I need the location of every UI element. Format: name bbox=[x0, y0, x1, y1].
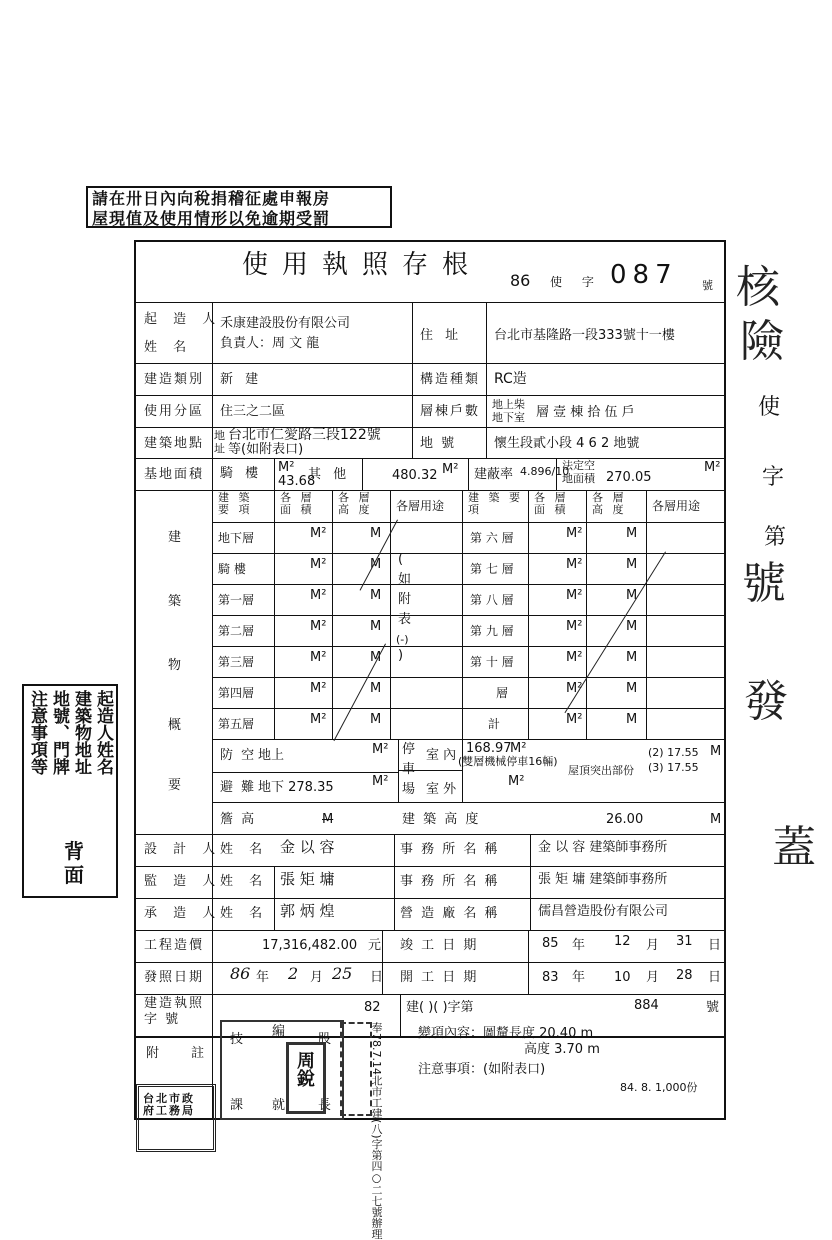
floor-left-height-unit: M bbox=[370, 650, 382, 665]
col-area-left: 各 層 面 積 bbox=[280, 491, 315, 516]
height-unit: M bbox=[710, 812, 722, 827]
site-label: 建築地點 bbox=[144, 436, 205, 451]
floor-right-area-unit: M² bbox=[566, 619, 583, 634]
applicant-address: 台北市基隆路一段333號十一樓 bbox=[494, 328, 675, 343]
designer-office-label: 事 務 所 名 稱 bbox=[400, 842, 500, 857]
floor-right-area-unit: M² bbox=[566, 526, 583, 541]
floor-left-area-unit: M² bbox=[310, 619, 327, 634]
start-month-label: 月 bbox=[646, 970, 660, 985]
roof-unit: M bbox=[710, 744, 722, 759]
issue-label: 發照日期 bbox=[144, 970, 205, 985]
supervisor-name-label: 姓 名 bbox=[220, 874, 269, 889]
approval-col-2: 編 bbox=[272, 1024, 286, 1039]
change-line-2: 高度 3.70 m bbox=[524, 1042, 600, 1057]
applicant-person: 負責人：周 文 龍 bbox=[220, 336, 320, 351]
construction-type-value: 新 建 bbox=[220, 372, 263, 387]
lot-label: 地 號 bbox=[420, 436, 457, 451]
floor-left-label: 地下層 bbox=[218, 531, 255, 545]
completion-month-label: 月 bbox=[646, 938, 660, 953]
floor-right-label: 第 九 層 bbox=[470, 624, 514, 638]
completion-month: 12 bbox=[614, 934, 631, 949]
floor-left-height-unit: M bbox=[370, 588, 382, 603]
roof-value-2: (3) 17.55 bbox=[648, 761, 699, 774]
bureau-seal bbox=[136, 1084, 216, 1152]
start-label: 開 工 日 期 bbox=[400, 970, 479, 985]
supervisor-office-label: 事 務 所 名 稱 bbox=[400, 874, 500, 889]
right-margin-3: 使 bbox=[758, 395, 781, 420]
construction-type-label: 建造類別 bbox=[144, 372, 205, 387]
legal-space-value: 270.05 bbox=[606, 470, 652, 485]
side-note-back-1: 背 bbox=[64, 839, 84, 863]
floor-left-height-unit: M bbox=[370, 557, 382, 572]
use-note-3: 附 bbox=[398, 592, 412, 607]
building-side-3: 物 bbox=[168, 658, 182, 673]
col-height-right: 各 層 高 度 bbox=[592, 491, 627, 516]
floor-right-label: 第 十 層 bbox=[470, 655, 514, 669]
notice-line-2: 屋現值及使用情形以免逾期受罰 bbox=[92, 209, 331, 228]
indoor-value: 168.97 bbox=[466, 741, 512, 756]
floor-right-area-unit: M² bbox=[566, 650, 583, 665]
legal-space-unit: M² bbox=[704, 460, 721, 475]
designer-label: 設 計 人 bbox=[144, 842, 222, 857]
floors-rest: 層 壹 棟 拾 伍 戶 bbox=[536, 405, 635, 420]
other-value: 480.32 bbox=[392, 468, 438, 483]
completion-day: 31 bbox=[676, 934, 693, 949]
floor-left-label: 第四層 bbox=[218, 686, 255, 700]
arcade-label: 騎 樓 bbox=[220, 466, 263, 481]
roof-value-1: (2) 17.55 bbox=[648, 746, 699, 759]
issue-year-label: 年 bbox=[256, 970, 270, 985]
floor-left-label: 第五層 bbox=[218, 717, 255, 731]
remarks-label: 附 註 bbox=[146, 1046, 219, 1061]
start-day-label: 日 bbox=[708, 970, 722, 985]
right-margin-8: 蓋 bbox=[772, 822, 816, 873]
approval-col-6: 長 bbox=[318, 1098, 332, 1113]
parking-label-3: 場 bbox=[402, 782, 416, 797]
site-address-2: 等(如附表口) bbox=[228, 442, 304, 457]
contractor-name: 郭 炳 煌 bbox=[280, 902, 335, 920]
outdoor-label: 室 外 bbox=[426, 782, 457, 797]
indoor-note: (雙層機械停車16輛) bbox=[458, 755, 558, 768]
side-note-col-1: 起造人姓名 bbox=[93, 690, 113, 775]
use-note-2: 如 bbox=[398, 572, 412, 587]
start-year: 83 bbox=[542, 970, 559, 985]
applicant-company: 禾康建設股份有限公司 bbox=[220, 316, 351, 331]
permit-number-value: 884 bbox=[634, 998, 659, 1013]
floor-left-label: 第一層 bbox=[218, 593, 255, 607]
evac-value: 地下 278.35 bbox=[258, 780, 334, 795]
coverage-value: 4.896/10 bbox=[520, 465, 570, 478]
side-note-col-4: 注意事項等 bbox=[27, 690, 47, 775]
floor-right-height-unit: M bbox=[626, 588, 638, 603]
floor-right-area-unit: M² bbox=[566, 712, 583, 727]
designer-name-label: 姓 名 bbox=[220, 842, 269, 857]
floor-left-area-unit: M² bbox=[310, 557, 327, 572]
footer-print: 84. 8. 1,000份 bbox=[620, 1081, 698, 1094]
issue-month: 2 bbox=[288, 964, 299, 983]
floor-left-area-unit: M² bbox=[310, 681, 327, 696]
outdoor-unit: M² bbox=[508, 774, 525, 789]
start-year-label: 年 bbox=[572, 970, 586, 985]
permit-word-value: 建( )( )字第 bbox=[406, 1000, 474, 1015]
cost-value: 17,316,482.00 bbox=[262, 938, 358, 953]
evac-label: 避 難 bbox=[220, 780, 257, 795]
roof-label: 屋頂突出部份 bbox=[568, 764, 634, 777]
floor-left-area-unit: M² bbox=[310, 712, 327, 727]
contractor-firm: 儒昌營造股份有限公司 bbox=[538, 904, 669, 919]
floor-left-height-unit: M bbox=[370, 681, 382, 696]
building-side-1: 建 bbox=[168, 530, 182, 545]
col-use-right: 各層用途 bbox=[652, 499, 701, 513]
col-item-right: 建 築 要 項 bbox=[468, 491, 523, 516]
col-height-left: 各 層 高 度 bbox=[338, 491, 373, 516]
structure-value: RC造 bbox=[494, 371, 527, 387]
arcade-unit: M² bbox=[278, 460, 295, 475]
form-title: 使用執照存根 bbox=[242, 250, 483, 280]
use-note-4: 表 bbox=[398, 612, 412, 627]
building-side-2: 築 bbox=[168, 594, 182, 609]
use-note-5: (-) bbox=[396, 633, 409, 646]
supervisor-office: 張 矩 墉 建築師事務所 bbox=[538, 872, 668, 887]
floor-left-label: 第二層 bbox=[218, 624, 255, 638]
permit-suffix: 號 bbox=[706, 1000, 720, 1015]
shelter-label: 防 空 bbox=[220, 748, 257, 763]
usage-permit-form bbox=[134, 240, 726, 1038]
supervisor-label: 監 造 人 bbox=[144, 874, 222, 889]
right-margin-6: 號 bbox=[742, 558, 786, 609]
indoor-label: 室 內 bbox=[426, 748, 457, 763]
floor-right-label: 計 bbox=[488, 717, 501, 731]
remarks-notes: 注意事項：(如附表口) bbox=[418, 1062, 546, 1077]
contractor-label: 承 造 人 bbox=[144, 906, 222, 921]
lot-value: 懷生段貳小段 4 6 2 地號 bbox=[494, 436, 640, 451]
height-label: 建 築 高 度 bbox=[402, 812, 481, 827]
permit-word: 使 字 bbox=[550, 275, 602, 289]
site-sub-1: 地 bbox=[214, 429, 225, 442]
permit-number-suffix: 號 bbox=[702, 279, 713, 292]
approval-col-3: 股 bbox=[318, 1032, 332, 1047]
floor-right-label: 第 七 層 bbox=[470, 562, 514, 576]
completion-year: 85 bbox=[542, 936, 559, 951]
start-month: 10 bbox=[614, 970, 631, 985]
approval-col-1: 技 bbox=[230, 1032, 244, 1047]
floors-above: 地上柴 bbox=[492, 398, 525, 411]
use-note-1: ( bbox=[398, 552, 404, 567]
floors-label: 層棟戶數 bbox=[420, 404, 481, 419]
change-line-1: 變項內容：圖釐長度 20.40 m bbox=[418, 1026, 594, 1041]
parking-label-1: 停 bbox=[402, 742, 416, 757]
floor-left-area-unit: M² bbox=[310, 650, 327, 665]
eave-label: 簷 高 bbox=[220, 812, 257, 827]
notice-stamp bbox=[86, 186, 392, 228]
indoor-unit: M² bbox=[510, 741, 527, 756]
issue-month-label: 月 bbox=[310, 970, 324, 985]
floor-left-area-unit: M² bbox=[310, 588, 327, 603]
height-value: 26.00 bbox=[606, 812, 644, 827]
floor-right-height-unit: M bbox=[626, 557, 638, 572]
applicant-label: 起 造 人 bbox=[144, 312, 222, 327]
floor-right-label: 第 六 層 bbox=[470, 531, 514, 545]
side-note-col-3: 地號、門牌 bbox=[49, 690, 69, 775]
floors-below: 地下室 bbox=[492, 411, 525, 424]
building-side-4: 概 bbox=[168, 718, 182, 733]
side-note-col-2: 建築物地址 bbox=[71, 690, 91, 775]
arcade-value: 43.68 bbox=[278, 474, 316, 489]
floor-right-height-unit: M bbox=[626, 650, 638, 665]
issue-year: 86 bbox=[230, 964, 251, 983]
floor-right-height-unit: M bbox=[626, 526, 638, 541]
legal-space-label-1: 法定空 bbox=[562, 459, 595, 472]
legal-space-label-2: 地面積 bbox=[562, 472, 595, 485]
floor-left-label: 第三層 bbox=[218, 655, 255, 669]
structure-label: 構造種類 bbox=[420, 372, 481, 387]
notice-line-1: 請在卅日內向稅捐稽征處申報房 bbox=[92, 189, 331, 208]
floor-right-height-unit: M bbox=[626, 712, 638, 727]
col-item-left: 建 築 要 項 bbox=[218, 491, 253, 516]
floor-right-area-unit: M² bbox=[566, 588, 583, 603]
floor-right-height-unit: M bbox=[626, 619, 638, 634]
col-area-right: 各 層 面 積 bbox=[534, 491, 569, 516]
cost-label: 工程造價 bbox=[144, 938, 205, 953]
approval-col-4: 課 bbox=[230, 1098, 244, 1113]
building-side-5: 要 bbox=[168, 778, 182, 793]
zoning-value: 住三之二區 bbox=[220, 404, 286, 419]
parking-label-2: 車 bbox=[402, 762, 416, 777]
permit-number: 087 bbox=[610, 260, 678, 290]
approval-col-5: 就 bbox=[272, 1098, 286, 1113]
right-margin-5: 第 bbox=[764, 525, 787, 550]
permit-label-1: 建造執照 bbox=[144, 996, 205, 1011]
designer-name: 金 以 容 bbox=[280, 838, 335, 856]
seal-text: 周銳 bbox=[294, 1051, 315, 1087]
other-unit: M² bbox=[442, 462, 459, 477]
address-label: 住 址 bbox=[420, 328, 463, 343]
completion-label: 竣 工 日 期 bbox=[400, 938, 479, 953]
cost-unit: 元 bbox=[368, 938, 382, 953]
dept-stamp bbox=[340, 1022, 372, 1116]
right-margin-2: 險 bbox=[740, 316, 784, 367]
site-sub-2: 址 bbox=[214, 442, 225, 455]
applicant-name-label: 姓 名 bbox=[144, 340, 193, 355]
side-note-back-2: 面 bbox=[64, 863, 84, 887]
floor-right-label: 第 八 層 bbox=[470, 593, 514, 607]
floor-left-height-unit: M bbox=[370, 619, 382, 634]
use-note-6: ) bbox=[398, 648, 404, 663]
floor-left-height-unit: M bbox=[370, 526, 382, 541]
zoning-label: 使用分區 bbox=[144, 404, 205, 419]
start-day: 28 bbox=[676, 968, 693, 983]
floor-left-height-unit: M bbox=[370, 712, 382, 727]
personal-seal bbox=[286, 1042, 326, 1114]
shelter-value: 地上 bbox=[258, 748, 285, 763]
floor-right-label: 層 bbox=[496, 686, 509, 700]
supervisor-name: 張 矩 墉 bbox=[280, 870, 335, 888]
permit-year-value: 82 bbox=[364, 1000, 381, 1015]
contractor-name-label: 姓 名 bbox=[220, 906, 269, 921]
coverage-label: 建蔽率 bbox=[474, 467, 514, 482]
eave-unit: M bbox=[322, 812, 334, 827]
completion-year-label: 年 bbox=[572, 938, 586, 953]
right-margin-1: 核 bbox=[736, 262, 780, 313]
floor-left-area-unit: M² bbox=[310, 526, 327, 541]
doc-reference: 奉78.7.14北市工建(八)字第四○二七號辦理 bbox=[370, 1022, 383, 1240]
right-margin-7: 發 bbox=[744, 676, 788, 727]
contractor-firm-label: 營 造 廠 名 稱 bbox=[400, 906, 500, 921]
other-label: 其 他 bbox=[308, 467, 351, 482]
site-address-1: 台北市仁愛路三段122號 bbox=[228, 427, 381, 443]
floor-right-area-unit: M² bbox=[566, 557, 583, 572]
permit-year: 86 bbox=[510, 271, 531, 290]
evac-unit: M² bbox=[372, 774, 389, 789]
col-use-left: 各層用途 bbox=[396, 499, 445, 513]
designer-office: 金 以 容 建築師事務所 bbox=[538, 840, 668, 855]
right-margin-4: 字 bbox=[762, 465, 785, 490]
shelter-unit: M² bbox=[372, 742, 389, 757]
side-note-box bbox=[22, 684, 118, 898]
floor-right-area-unit: M² bbox=[566, 681, 583, 696]
issue-day: 25 bbox=[332, 964, 353, 983]
bureau-seal-text: 台北市政府工務局 bbox=[143, 1092, 195, 1117]
permit-label-2: 字 號 bbox=[144, 1012, 181, 1027]
remarks-section bbox=[134, 1018, 726, 1240]
completion-day-label: 日 bbox=[708, 938, 722, 953]
area-label: 基地面積 bbox=[144, 467, 205, 482]
issue-day-label: 日 bbox=[370, 970, 384, 985]
floor-right-height-unit: M bbox=[626, 681, 638, 696]
floor-left-label: 騎 樓 bbox=[218, 562, 246, 576]
